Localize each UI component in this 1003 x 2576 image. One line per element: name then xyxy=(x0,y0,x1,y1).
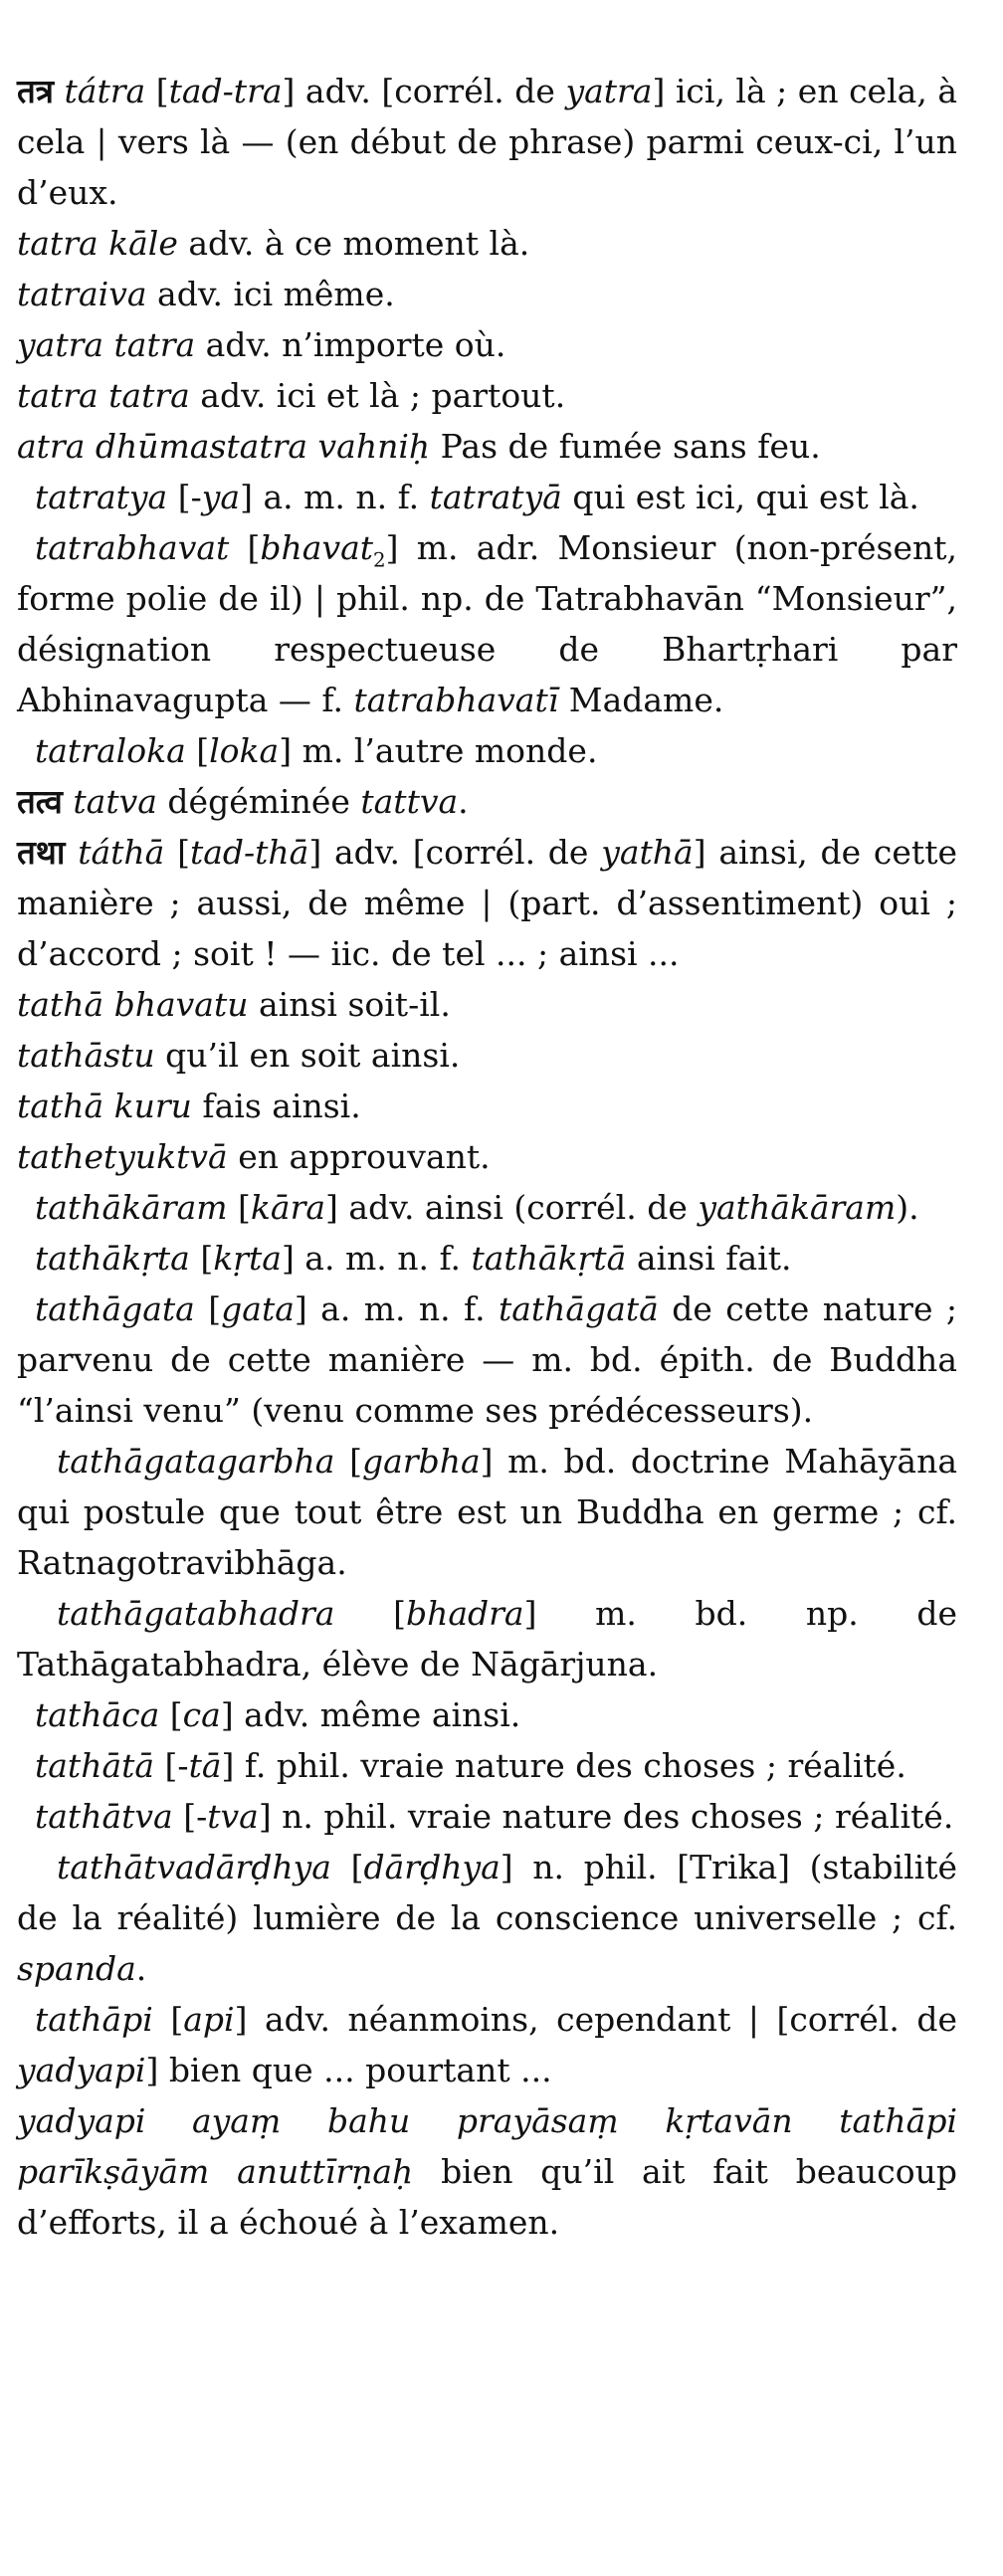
italic-term: tathātā xyxy=(35,1746,155,1785)
italic-term: spanda xyxy=(17,1949,136,1988)
devanagari-headword: तथा xyxy=(17,833,66,872)
definition-text: . xyxy=(458,782,469,821)
italic-term: yatra xyxy=(565,72,653,110)
dictionary-example-line xyxy=(17,2095,957,2248)
definition-text xyxy=(65,833,78,872)
definition-text: [ xyxy=(334,1442,362,1481)
dictionary-subentry xyxy=(17,1740,957,1791)
definition-text: ] f. phil. vraie nature des choses ; réalité. xyxy=(221,1746,906,1785)
definition-text: qui est ici, qui est là. xyxy=(561,478,919,516)
italic-term: tva xyxy=(207,1797,259,1836)
definition-text: ] m. l’autre monde. xyxy=(279,731,598,770)
dictionary-subentry xyxy=(17,1588,957,1689)
italic-term: tathā kuru xyxy=(17,1087,192,1125)
dictionary-headword-entry xyxy=(17,827,957,979)
italic-term: kāra xyxy=(250,1188,326,1227)
italic-term: tathāca xyxy=(35,1695,160,1734)
dictionary-example-line xyxy=(17,218,957,269)
dictionary-example-line xyxy=(17,269,957,319)
italic-term: bhavat xyxy=(260,528,374,567)
italic-term: bhadra xyxy=(405,1594,524,1633)
definition-text: ] bien que ... pourtant ... xyxy=(145,2051,552,2089)
italic-term: tathākṛta xyxy=(35,1239,190,1278)
italic-term: tathākāram xyxy=(35,1188,228,1227)
definition-text: ). xyxy=(896,1188,919,1227)
italic-term: tathākṛtā xyxy=(471,1239,627,1278)
definition-text: ] adv. même ainsi. xyxy=(220,1695,521,1734)
definition-text: [ xyxy=(185,731,210,770)
definition-text: [ xyxy=(229,528,261,567)
italic-term: tad-thā xyxy=(189,833,309,872)
dictionary-headword-entry xyxy=(17,66,957,218)
italic-term: tad-tra xyxy=(168,72,283,110)
definition-text: [ xyxy=(227,1188,251,1227)
devanagari-headword: तत्व xyxy=(17,782,63,821)
dictionary-subentry xyxy=(17,522,957,725)
italic-term: yathā xyxy=(601,833,694,872)
definition-text: ] adv. [corrél. de xyxy=(308,833,602,872)
definition-text: ] a. m. n. f. xyxy=(240,478,430,516)
definition-text: . xyxy=(135,1949,147,1988)
italic-term: tatrabhavatī xyxy=(353,681,559,719)
italic-term: tatratyā xyxy=(429,478,562,516)
italic-term: ya xyxy=(201,478,241,516)
definition-text: ] n. phil. vraie nature des choses ; réalité. xyxy=(258,1797,954,1836)
italic-term: tathāgatā xyxy=(498,1289,659,1328)
definition-text: ] a. m. n. f. xyxy=(281,1239,472,1278)
dictionary-example-line xyxy=(17,370,957,421)
definition-text: [ xyxy=(194,1289,222,1328)
italic-term: tatrabhavat xyxy=(35,528,230,567)
definition-text: fais ainsi. xyxy=(191,1087,361,1125)
definition-text: ] adv. néanmoins, cependant | [corrél. de xyxy=(234,2000,957,2039)
definition-text: [ xyxy=(159,1695,183,1734)
definition-text: Pas de fumée sans feu. xyxy=(430,427,821,466)
dictionary-page xyxy=(17,66,957,2248)
dictionary-subentry xyxy=(17,1436,957,1588)
italic-term: tatraloka xyxy=(35,731,186,770)
italic-term: tátra xyxy=(64,72,146,110)
italic-term: tatva xyxy=(73,782,157,821)
definition-text: ] m. bd. doctrine Mahāyāna qui postule que tout être est un Buddha en germe ; cf. Ratnagotravibhāga. xyxy=(17,1442,957,1582)
definition-text: dégéminée xyxy=(156,782,361,821)
definition-text: [ xyxy=(145,72,169,110)
dictionary-example-line xyxy=(17,1131,957,1182)
definition-text: adv. ici même. xyxy=(146,275,395,313)
italic-term: tatra tatra xyxy=(17,376,190,415)
italic-term: tatratya xyxy=(35,478,168,516)
italic-term: yathākāram xyxy=(698,1188,897,1227)
dictionary-subentry xyxy=(17,1233,957,1284)
definition-text: [ xyxy=(164,833,190,872)
definition-text: bien qu’il ait fait beaucoup d’efforts, il a échoué à l’examen. xyxy=(17,2152,958,2242)
dictionary-subentry xyxy=(17,472,957,522)
definition-text: de cette nature ; parvenu de cette manière — m. bd. épith. de Buddha “l’ainsi venu” (venu comme ses prédécesseurs). xyxy=(17,1289,957,1430)
dictionary-subentry xyxy=(17,1842,957,1994)
definition-text: [ xyxy=(152,2000,184,2039)
italic-term: tathā bhavatu xyxy=(17,985,249,1024)
italic-term: api xyxy=(183,2000,235,2039)
dictionary-example-line xyxy=(17,1030,957,1081)
definition-text: ainsi fait. xyxy=(626,1239,792,1278)
dictionary-subentry xyxy=(17,1994,957,2095)
definition-text xyxy=(54,72,65,110)
definition-text xyxy=(63,782,74,821)
definition-text: adv. ici et là ; partout. xyxy=(189,376,566,415)
definition-text: ] m. adr. Monsieur (non-présent, forme polie de il) | phil. np. de Tatrabhavān “Monsieur”, désignation respectueuse de Bhartṛhari par Abhinavagupta — f. xyxy=(17,528,957,719)
italic-term: gata xyxy=(221,1289,295,1328)
italic-term: táthā xyxy=(78,833,165,872)
definition-text: ] m. bd. np. de Tathāgatabhadra, élève de Nāgārjuna. xyxy=(17,1594,957,1684)
definition-text: [- xyxy=(172,1797,208,1836)
italic-term: yatra tatra xyxy=(17,325,196,364)
definition-text: ] adv. ainsi (corrél. de xyxy=(325,1188,699,1227)
italic-term: tattva xyxy=(360,782,459,821)
italic-term: tathāgatagarbha xyxy=(57,1442,335,1481)
italic-term: tathāgata xyxy=(35,1289,195,1328)
definition-text: adv. à ce moment là. xyxy=(177,224,530,263)
definition-text: [- xyxy=(167,478,202,516)
dictionary-subentry xyxy=(17,1284,957,1436)
definition-text: Madame. xyxy=(558,681,724,719)
italic-term: loka xyxy=(209,731,280,770)
definition-text: en approuvant. xyxy=(227,1137,491,1176)
homonym-subscript: 2 xyxy=(373,548,386,572)
dictionary-example-line xyxy=(17,979,957,1030)
definition-text: ] adv. [corrél. de xyxy=(282,72,566,110)
dictionary-example-line xyxy=(17,319,957,370)
italic-term: kṛta xyxy=(213,1239,282,1278)
definition-text: [ xyxy=(330,1848,364,1886)
italic-term: yadyapi xyxy=(17,2051,146,2089)
definition-text: ] n. phil. [Trika] (stabilité de la réalité) lumière de la conscience universelle ; cf. xyxy=(17,1848,957,1937)
definition-text: [ xyxy=(189,1239,214,1278)
italic-term: tathāstu xyxy=(17,1036,155,1075)
definition-text: ainsi soit-il. xyxy=(248,985,451,1024)
italic-term: yadyapi ayaṃ bahu prayāsaṃ kṛtavān tathāpi parīkṣāyām anuttīrṇaḥ xyxy=(17,2101,957,2191)
definition-text: qu’il en soit ainsi. xyxy=(154,1036,461,1075)
definition-text: ] ainsi, de cette manière ; aussi, de même | (part. d’assentiment) oui ; d’accord ; soit ! — iic. de tel ... ; ainsi ... xyxy=(17,833,957,973)
italic-term: tathetyuktvā xyxy=(17,1137,228,1176)
dictionary-subentry xyxy=(17,1791,957,1842)
devanagari-headword: तत्र xyxy=(17,72,55,110)
definition-text: adv. n’importe où. xyxy=(195,325,506,364)
italic-term: tathāpi xyxy=(35,2000,153,2039)
italic-term: tathātvadārḍhya xyxy=(57,1848,331,1886)
italic-term: atra dhūmastatra vahniḥ xyxy=(17,427,431,466)
definition-text: [ xyxy=(334,1594,406,1633)
dictionary-subentry xyxy=(17,725,957,776)
italic-term: tatraiva xyxy=(17,275,147,313)
dictionary-subentry xyxy=(17,1182,957,1233)
italic-term: tatra kāle xyxy=(17,224,178,263)
italic-term: ca xyxy=(182,1695,221,1734)
italic-term: tā xyxy=(188,1746,222,1785)
italic-term: garbha xyxy=(362,1442,481,1481)
definition-text: ] ici, là ; en cela, à cela | vers là — (en début de phrase) parmi ceux-ci, l’un d’eux. xyxy=(17,72,957,212)
dictionary-example-line xyxy=(17,421,957,472)
definition-text: ] a. m. n. f. xyxy=(294,1289,499,1328)
italic-term: tathātva xyxy=(35,1797,173,1836)
dictionary-example-line xyxy=(17,1081,957,1131)
dictionary-subentry xyxy=(17,1689,957,1740)
italic-term: dārḍhya xyxy=(363,1848,501,1886)
definition-text: [- xyxy=(154,1746,189,1785)
italic-term: tathāgatabhadra xyxy=(57,1594,335,1633)
dictionary-headword-entry xyxy=(17,776,957,827)
